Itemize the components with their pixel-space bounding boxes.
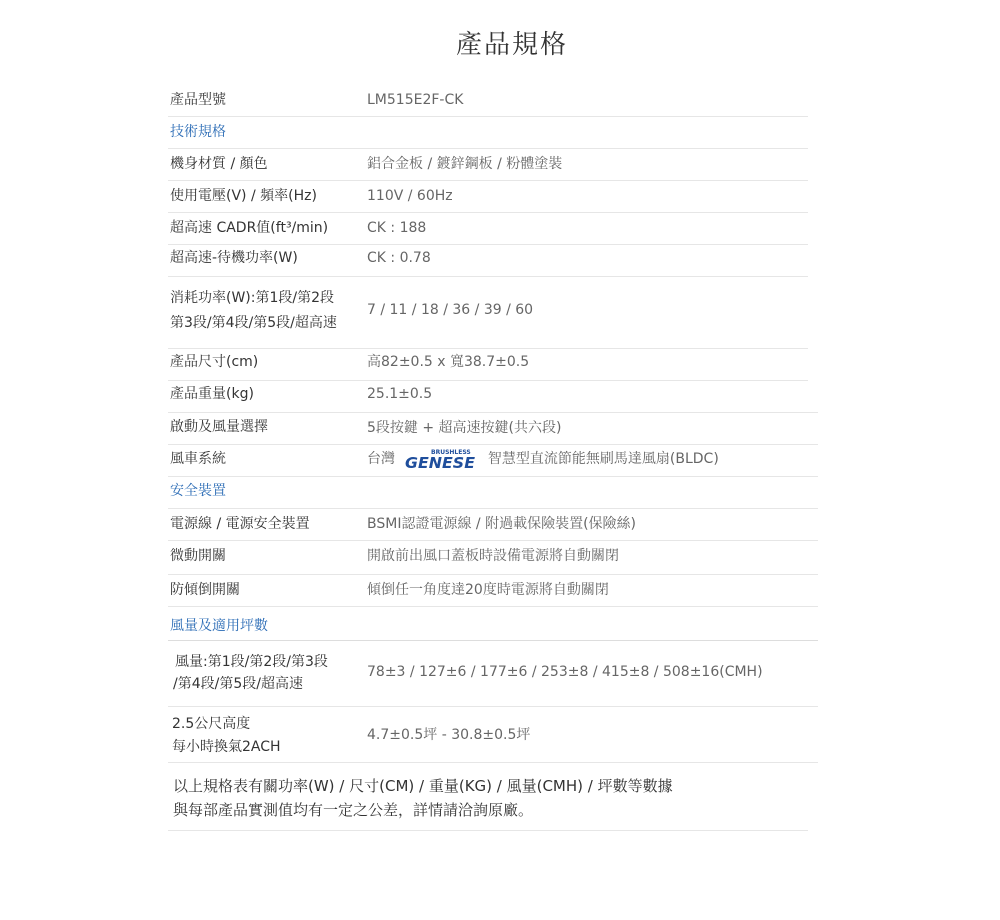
spec-label-line2: /第4段/第5段/超高速	[173, 676, 303, 692]
motor-suffix: 智慧型直流節能無刷馬達風扇(BLDC)	[487, 451, 719, 467]
spec-label: 風車系統	[170, 451, 226, 467]
genese-logo-main-text: GENESE	[405, 454, 477, 470]
spec-label: 防傾倒開關	[170, 582, 240, 598]
spec-row-voltage	[168, 180, 808, 213]
spec-value: 鋁合金板 / 鍍鋅鋼板 / 粉體塗裝	[367, 156, 563, 172]
spec-row-area	[168, 706, 818, 763]
spec-row-power	[168, 276, 808, 349]
section-title: 安全裝置	[170, 483, 226, 499]
page-title: 產品規格	[455, 30, 568, 60]
spec-value: 5段按鍵 + 超高速按鍵(共六段)	[367, 420, 562, 436]
spec-label: 電源線 / 電源安全裝置	[170, 516, 310, 532]
genese-logo-small-text: BRUSHLESS	[431, 449, 472, 456]
spec-value: LM515E2F-CK	[367, 92, 464, 108]
section-tech	[168, 116, 808, 149]
genese-logo	[403, 448, 479, 470]
spec-value: 7 / 11 / 18 / 36 / 39 / 60	[367, 302, 534, 318]
spec-row-control	[168, 412, 818, 445]
spec-label: 使用電壓(V) / 頻率(Hz)	[170, 188, 317, 204]
spec-row-weight	[168, 380, 818, 413]
spec-value: 4.7±0.5坪 - 30.8±0.5坪	[367, 727, 531, 743]
spec-label: 啟動及風量選擇	[170, 419, 268, 435]
spec-label-line2: 第3段/第4段/第5段/超高速	[170, 315, 337, 331]
spec-value-motor	[367, 447, 719, 471]
spec-label: 微動開關	[170, 548, 226, 564]
spec-row-standby	[168, 244, 808, 277]
spec-label-line1: 2.5公尺高度	[172, 716, 251, 732]
spec-row-flow	[168, 640, 818, 707]
section-title: 技術規格	[170, 124, 226, 140]
spec-row-motor	[168, 444, 818, 477]
spec-value: 110V / 60Hz	[367, 188, 453, 204]
spec-label-line2: 每小時換氣2ACH	[172, 739, 281, 755]
note-line2: 與每部產品實測值均有一定之公差，詳情請洽詢原廠。	[173, 801, 534, 819]
note-line1: 以上規格表有關功率(W) / 尺寸(CM) / 重量(KG) / 風量(CMH) / 坪數等數據	[173, 777, 673, 795]
section-safety	[168, 476, 818, 509]
spec-value: 25.1±0.5	[367, 386, 433, 402]
spec-row-model	[168, 84, 808, 117]
spec-value: 開啟前出風口蓋板時設備電源將自動關閉	[367, 548, 619, 564]
spec-value: BSMI認證電源線 / 附過載保險裝置(保險絲)	[367, 516, 636, 532]
motor-prefix: 台灣	[367, 451, 395, 467]
spec-value: 高82±0.5 x 寬38.7±0.5	[367, 354, 530, 370]
section-title: 風量及適用坪數	[170, 618, 268, 634]
disclaimer-note	[168, 762, 808, 831]
spec-row-material	[168, 148, 808, 181]
spec-value: CK : 188	[367, 220, 427, 236]
spec-value: 78±3 / 127±6 / 177±6 / 253±8 / 415±8 / 508±16(CMH)	[367, 664, 763, 680]
spec-value: 傾倒任一角度達20度時電源將自動關閉	[367, 582, 609, 598]
spec-label-line1: 消耗功率(W):第1段/第2段	[170, 290, 335, 306]
spec-row-micro	[168, 540, 818, 575]
spec-label: 機身材質 / 顏色	[170, 156, 268, 172]
spec-row-tilt	[168, 574, 818, 607]
spec-label: 產品重量(kg)	[170, 386, 254, 402]
spec-label: 產品尺寸(cm)	[170, 354, 259, 370]
spec-row-cord	[168, 508, 818, 541]
spec-label: 超高速 CADR值(ft³/min)	[170, 220, 329, 236]
spec-row-cadr	[168, 212, 808, 245]
spec-row-size	[168, 348, 808, 381]
spec-label: 超高速-待機功率(W)	[170, 250, 298, 266]
spec-label: 產品型號	[170, 92, 226, 108]
spec-label-line1: 風量:第1段/第2段/第3段	[175, 654, 328, 670]
spec-value: CK : 0.78	[367, 250, 431, 266]
section-airflow	[168, 610, 818, 641]
